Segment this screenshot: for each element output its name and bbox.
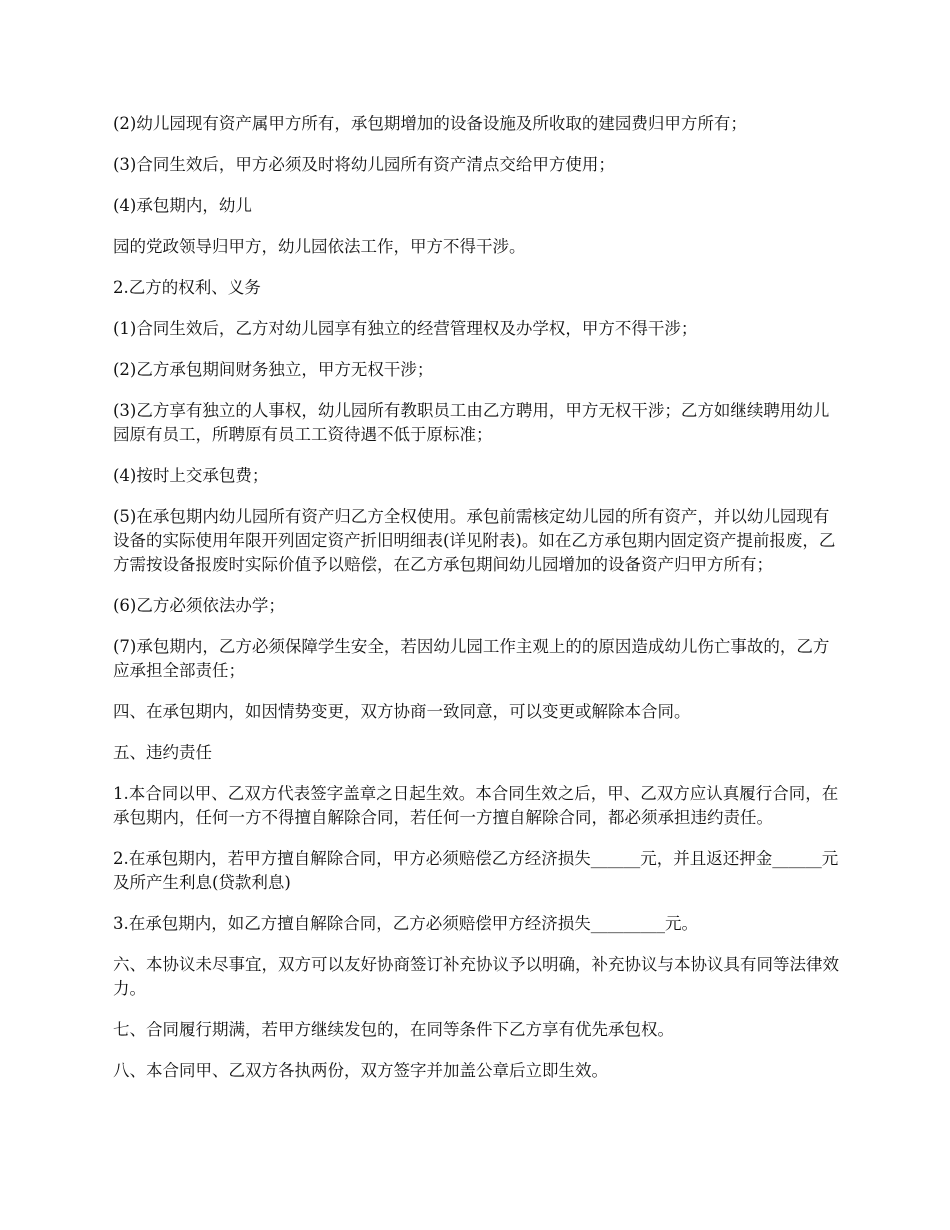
paragraph: 园的党政领导归甲方，幼儿园依法工作，甲方不得干涉。 — [113, 237, 526, 256]
paragraph: (4)承包期内，幼儿 — [113, 196, 252, 215]
paragraph: (1)合同生效后，乙方对幼儿园享有独立的经营管理权及办学权，甲方不得干涉； — [113, 319, 698, 338]
section-heading: 五、违约责任 — [113, 743, 212, 762]
section-heading: 2.乙方的权利、义务 — [113, 278, 261, 297]
paragraph: (6)乙方必须依法办学； — [113, 596, 285, 615]
paragraph: (7)承包期内，乙方必须保障学生安全，若因幼儿园工作主观上的的原因造成幼儿伤亡事故的，乙方应承担全部责任； — [113, 637, 830, 680]
document-body — [113, 112, 841, 1100]
paragraph: (2)幼儿园现有资产属甲方所有，承包期增加的设备设施及所收取的建园费归甲方所有； — [113, 114, 747, 133]
paragraph: (3)乙方享有独立的人事权，幼儿园所有教职员工由乙方聘用，甲方无权干涉；乙方如继续聘用幼儿园原有员工，所聘原有员工工资待遇不低于原标准； — [113, 401, 830, 444]
section-clause: 八、本合同甲、乙双方各执两份，双方签字并加盖公章后立即生效。 — [113, 1061, 608, 1080]
paragraph: (5)在承包期内幼儿园所有资产归乙方全权使用。承包前需核定幼儿园的所有资产，并以幼儿园现有设备的实际使用年限开列固定资产折旧明细表(详见附表)。如在乙方承包期内固定资产提前报废，乙方需按设备报废时实际价值予以赔偿，在乙方承包期间幼儿园增加的设备资产归甲方所有； — [113, 507, 836, 574]
section-clause: 七、合同履行期满，若甲方继续发包的，在同等条件下乙方享有优先承包权。 — [113, 1020, 674, 1039]
paragraph: 3.在承包期内，如乙方擅自解除合同，乙方必须赔偿甲方经济损失_________元。 — [113, 914, 698, 933]
paragraph: (2)乙方承包期间财务独立，甲方无权干涉； — [113, 360, 434, 379]
paragraph: 2.在承包期内，若甲方擅自解除合同，甲方必须赔偿乙方经济损失______元，并且返还押金______元及所产生利息(贷款利息) — [113, 849, 839, 892]
section-clause: 六、本协议未尽事宜，双方可以友好协商签订补充协议予以明确，补充协议与本协议具有同等法律效力。 — [113, 955, 839, 998]
paragraph: (3)合同生效后，甲方必须及时将幼儿园所有资产清点交给甲方使用； — [113, 155, 615, 174]
section-clause: 四、在承包期内，如因情势变更，双方协商一致同意，可以变更或解除本合同。 — [113, 702, 691, 721]
paragraph: 1.本合同以甲、乙双方代表签字盖章之日起生效。本合同生效之后，甲、乙双方应认真履行合同，在承包期内，任何一方不得擅自解除合同，若任何一方擅自解除合同，都必须承担违约责任。 — [113, 784, 839, 827]
paragraph: (4)按时上交承包费； — [113, 466, 269, 485]
